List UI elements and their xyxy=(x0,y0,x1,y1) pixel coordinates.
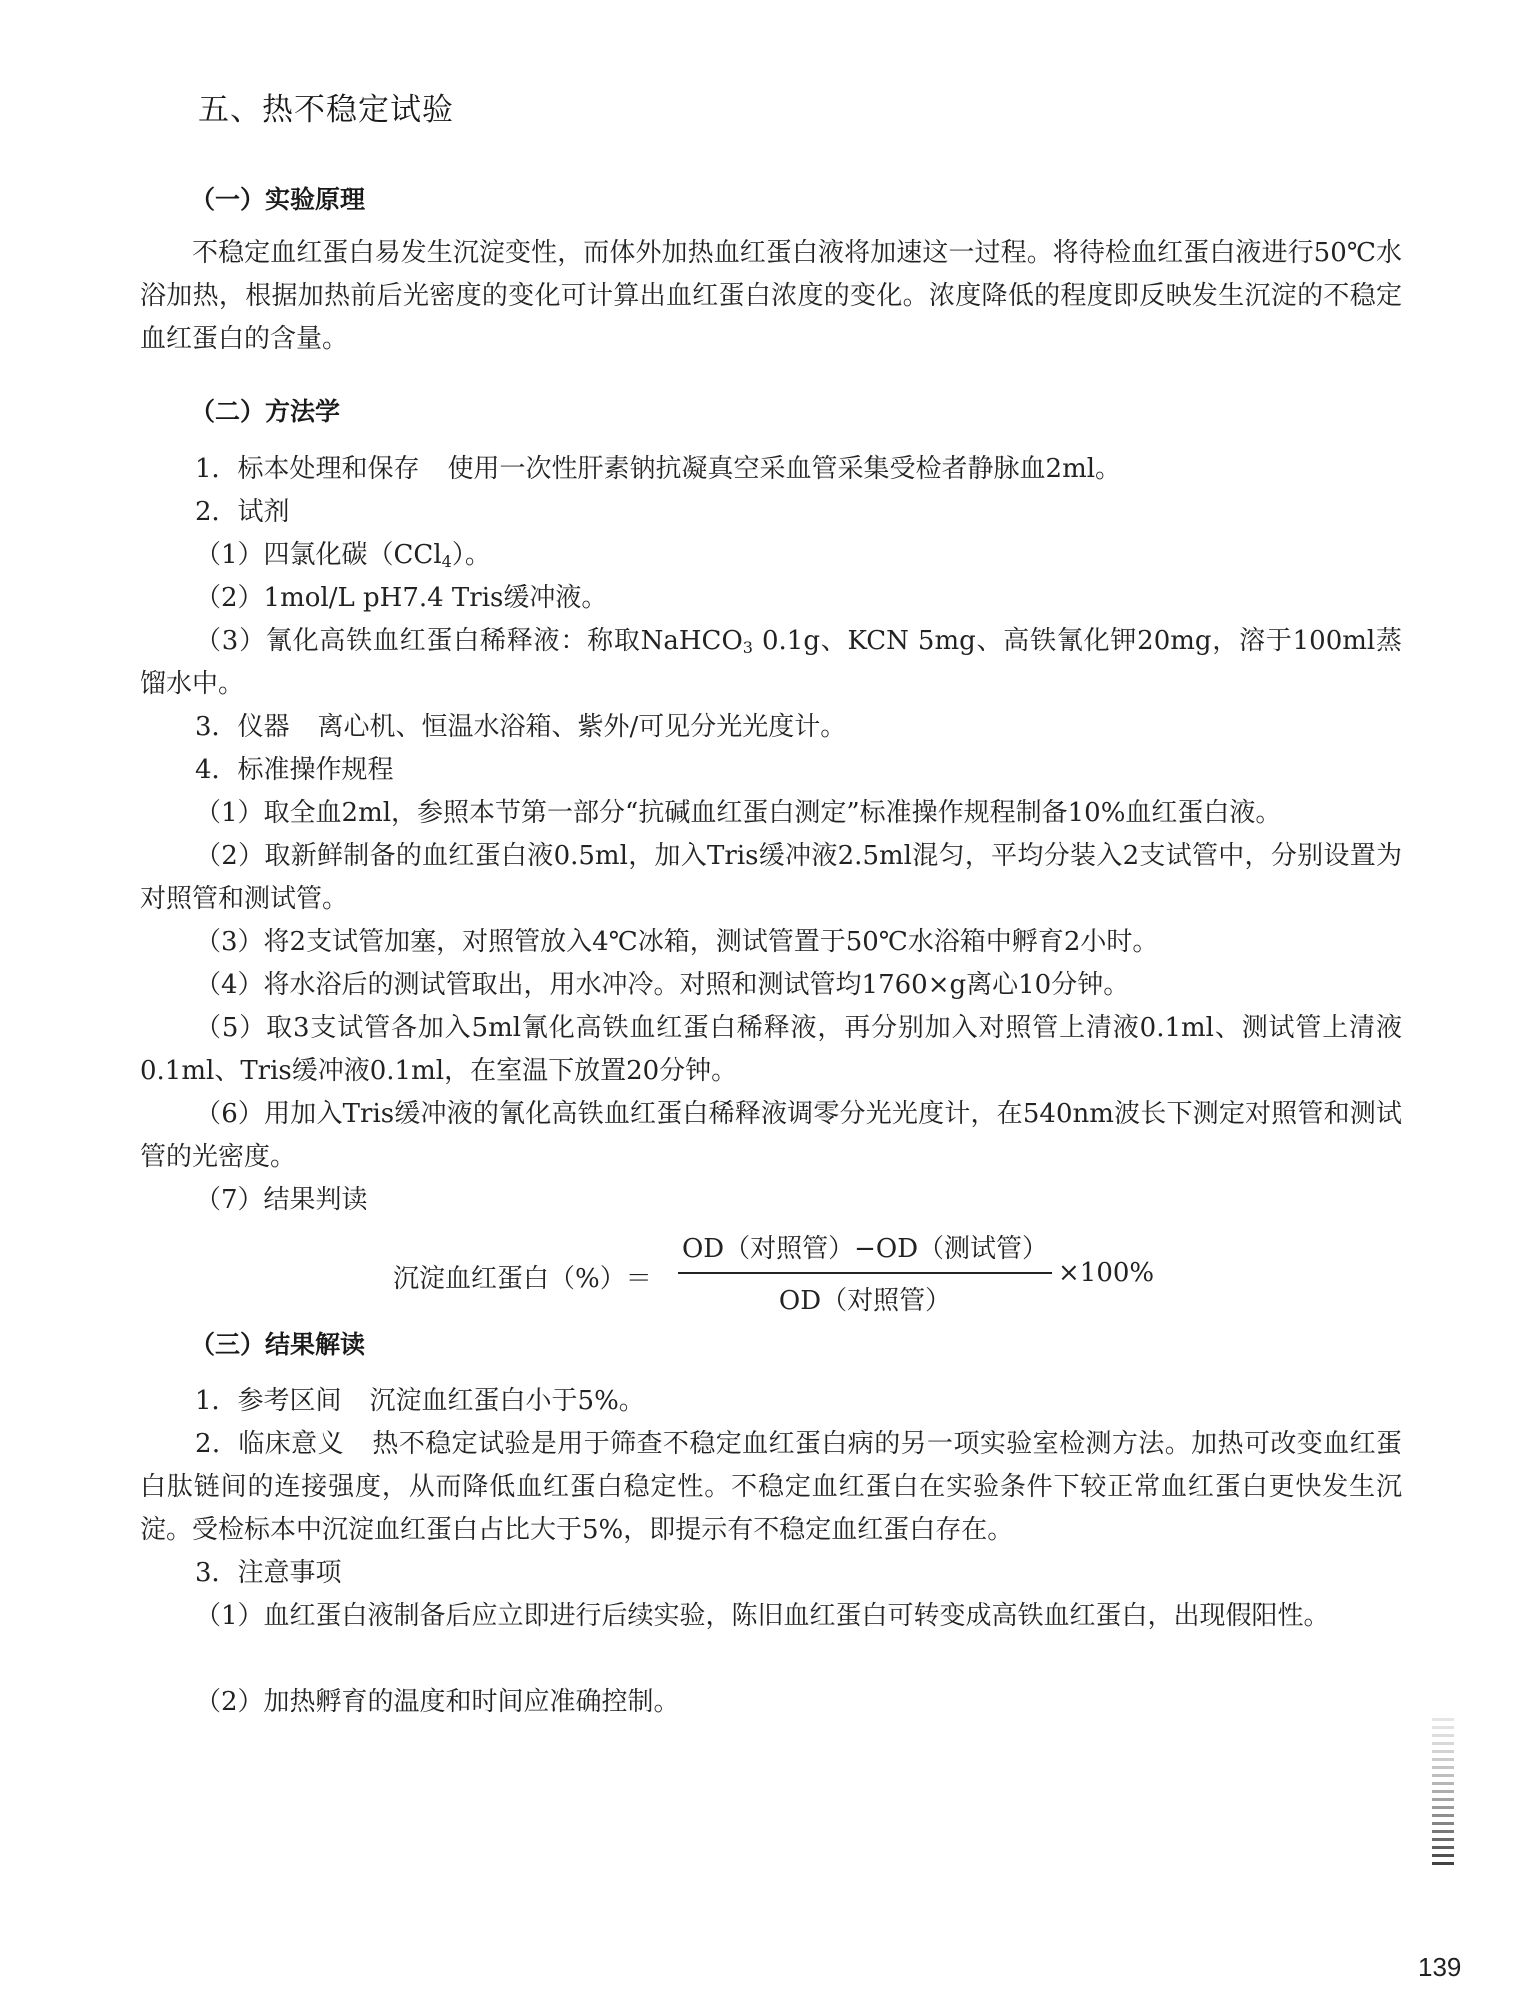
edge-tick-15 xyxy=(1432,1830,1454,1833)
reagent-1-subscript: 4 xyxy=(441,552,452,571)
interpretation-heading: （三）结果解读 xyxy=(190,1330,366,1359)
page-number: 139 xyxy=(1418,1952,1462,1982)
principle-heading: （一）实验原理 xyxy=(190,185,366,214)
edge-tick-11 xyxy=(1432,1798,1454,1801)
instruments-text: 离心机、恒温水浴箱、紫外/可见分光光度计。 xyxy=(317,712,847,742)
edge-tick-6 xyxy=(1432,1758,1454,1761)
edge-tick-7 xyxy=(1432,1766,1454,1769)
clinical-significance xyxy=(140,1423,1402,1552)
reagent-1-text: （1）四氯化碳（CCl xyxy=(195,540,442,570)
clinical-significance-label: 2．临床意义 xyxy=(195,1429,345,1459)
formula-numerator: OD（对照管）−OD（测试管） xyxy=(681,1234,1049,1264)
reagent-3 xyxy=(140,620,1402,706)
edge-tick-5 xyxy=(1432,1750,1454,1753)
reagent-1-suffix: ）。 xyxy=(451,540,491,570)
precaution-1: （1）血红蛋白液制备后应立即进行后续实验，陈旧血红蛋白可转变成高铁血红蛋白，出现假阳性。 xyxy=(195,1601,1330,1631)
result-formula xyxy=(393,1228,1293,1320)
precautions-label: 3．注意事项 xyxy=(195,1558,342,1588)
reference-interval-line xyxy=(195,1380,645,1423)
edge-tick-12 xyxy=(1432,1806,1454,1809)
sop-step-5: （5）取3支试管各加入5ml氰化高铁血红蛋白稀释液，再分别加入对照管上清液0.1ml、测试管上清液0.1ml、Tris缓冲液0.1ml，在室温下放置20分钟。 xyxy=(140,1013,1402,1086)
formula-rhs: ×100% xyxy=(1058,1258,1155,1288)
precaution-2: （2）加热孵育的温度和时间应准确控制。 xyxy=(195,1687,680,1717)
sop-step-3: （3）将2支试管加塞，对照管放入4℃冰箱，测试管置于50℃水浴箱中孵育2小时。 xyxy=(195,927,1159,957)
formula-lhs: 沉淀血红蛋白（%）＝ xyxy=(393,1264,652,1294)
reagent-3-suffix: 0.1g、KCN 5mg、高铁氰化钾20mg，溶于100ml蒸馏水中。 xyxy=(140,626,1402,699)
reagent-3-text: （3）氰化高铁血红蛋白稀释液：称取NaHCO xyxy=(195,626,743,656)
sample-handling-text: 使用一次性肝素钠抗凝真空采血管采集受检者静脉血2ml。 xyxy=(447,454,1122,484)
clinical-significance-text: 热不稳定试验是用于筛查不稳定血红蛋白病的另一项实验室检测方法。加热可改变血红蛋白肽链间的连接强度，从而降低血红蛋白稳定性。不稳定血红蛋白在实验条件下较正常血红蛋白更快发生沉淀。受检标本中沉淀血红蛋白占比大于5%，即提示有不稳定血红蛋白存在。 xyxy=(140,1429,1402,1545)
sop-step-6: （6）用加入Tris缓冲液的氰化高铁血红蛋白稀释液调零分光光度计，在540nm波长下测定对照管和测试管的光密度。 xyxy=(140,1099,1402,1172)
sample-handling-label: 1．标本处理和保存 xyxy=(195,454,420,484)
sop-step-1: （1）取全血2ml，参照本节第一部分“抗碱血红蛋白测定”标准操作规程制备10%血红蛋白液。 xyxy=(195,798,1282,828)
sop-step-4: （4）将水浴后的测试管取出，用水冲冷。对照和测试管均1760×g离心10分钟。 xyxy=(195,970,1130,1000)
edge-tick-2 xyxy=(1432,1726,1454,1729)
edge-tick-14 xyxy=(1432,1822,1454,1825)
edge-tick-17 xyxy=(1432,1846,1454,1849)
methods-heading: （二）方法学 xyxy=(190,397,341,426)
edge-tick-8 xyxy=(1432,1774,1454,1777)
sample-handling-line xyxy=(195,448,1121,491)
section-title: 五、热不稳定试验 xyxy=(198,92,454,128)
reagent-1 xyxy=(195,534,491,577)
edge-tick-18 xyxy=(1432,1854,1454,1857)
page-edge-tab-marks xyxy=(1432,1718,1454,1870)
edge-tick-10 xyxy=(1432,1790,1454,1793)
edge-tick-3 xyxy=(1432,1734,1454,1737)
edge-tick-9 xyxy=(1432,1782,1454,1785)
formula-fraction xyxy=(678,1228,1052,1320)
instruments-label: 3．仪器 xyxy=(195,712,290,742)
sop-step-2: （2）取新鲜制备的血红蛋白液0.5ml，加入Tris缓冲液2.5ml混匀，平均分装入2支试管中，分别设置为对照管和测试管。 xyxy=(140,841,1402,914)
formula-denominator: OD（对照管） xyxy=(778,1286,952,1316)
reference-interval-label: 1．参考区间 xyxy=(195,1386,342,1416)
fraction-bar xyxy=(678,1272,1052,1274)
edge-tick-4 xyxy=(1432,1742,1454,1745)
reagent-2: （2）1mol/L pH7.4 Tris缓冲液。 xyxy=(195,583,608,613)
principle-paragraph: 不稳定血红蛋白易发生沉淀变性，而体外加热血红蛋白液将加速这一过程。将待检血红蛋白液进行50℃水浴加热，根据加热前后光密度的变化可计算出血红蛋白浓度的变化。浓度降低的程度即反映发生沉淀的不稳定血红蛋白的含量。 xyxy=(140,238,1402,354)
edge-tick-13 xyxy=(1432,1814,1454,1817)
reagent-3-subscript: 3 xyxy=(742,638,753,657)
reference-interval-text: 沉淀血红蛋白小于5%。 xyxy=(369,1386,645,1416)
edge-tick-1 xyxy=(1432,1718,1454,1721)
sop-step-7: （7）结果判读 xyxy=(195,1185,368,1215)
edge-tick-19 xyxy=(1432,1862,1454,1865)
edge-tick-16 xyxy=(1432,1838,1454,1841)
sop-label: 4．标准操作规程 xyxy=(195,755,394,785)
instruments-line xyxy=(195,706,846,749)
reagents-label: 2．试剂 xyxy=(195,497,290,527)
